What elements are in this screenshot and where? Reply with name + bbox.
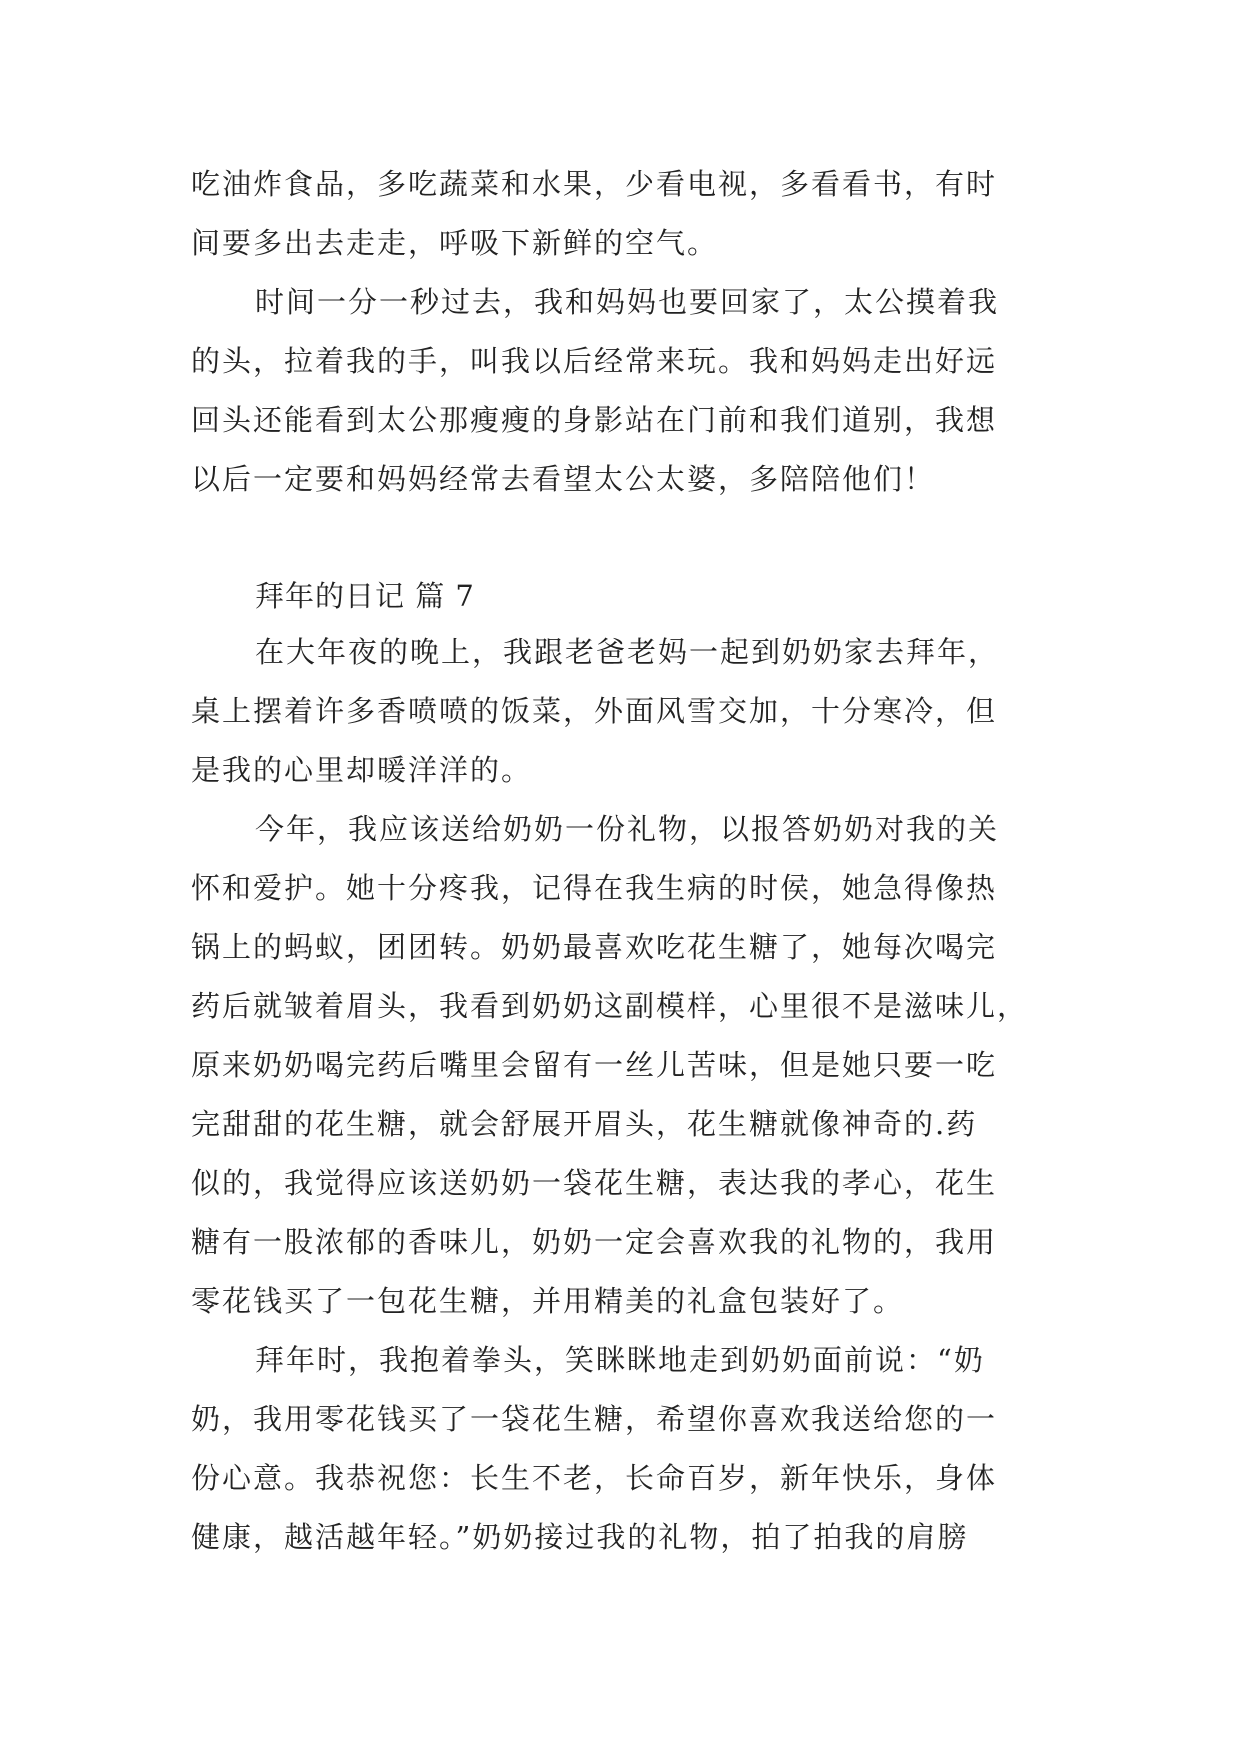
paragraph-line: 时间一分一秒过去，我和妈妈也要回家了，太公摸着我 <box>255 285 1000 319</box>
paragraph-line: 间要多出去走走，呼吸下新鲜的空气。 <box>191 226 719 260</box>
paragraph-line: 今年，我应该送给奶奶一份礼物，以报答奶奶对我的关 <box>255 812 1000 846</box>
paragraph-line: 似的，我觉得应该送奶奶一袋花生糖，表达我的孝心，花生 <box>191 1166 998 1200</box>
paragraph-line: 原来奶奶喝完药后嘴里会留有一丝儿苦味，但是她只要一吃 <box>191 1048 998 1082</box>
paragraph-line: 以后一定要和妈妈经常去看望太公太婆，多陪陪他们！ <box>191 462 936 496</box>
paragraph-line: 完甜甜的花生糖，就会舒展开眉头，花生糖就像神奇的.药 <box>191 1107 978 1141</box>
paragraph-line: 桌上摆着许多香喷喷的饭菜，外面风雪交加，十分寒冷，但 <box>191 694 998 728</box>
paragraph-line: 怀和爱护。她十分疼我，记得在我生病的时侯，她急得像热 <box>191 871 998 905</box>
paragraph-line: 回头还能看到太公那瘦瘦的身影站在门前和我们道别，我想 <box>191 403 998 437</box>
paragraph-line: 奶，我用零花钱买了一袋花生糖，希望你喜欢我送给您的一 <box>191 1402 998 1436</box>
paragraph-line: 吃油炸食品，多吃蔬菜和水果，少看电视，多看看书，有时 <box>191 167 998 201</box>
paragraph-line: 锅上的蚂蚁，团团转。奶奶最喜欢吃花生糖了，她每次喝完 <box>191 930 998 964</box>
section-heading: 拜年的日记 篇 7 <box>255 579 475 613</box>
paragraph-line: 药后就皱着眉头，我看到奶奶这副模样，心里很不是滋味儿， <box>191 989 1029 1023</box>
paragraph-line: 份心意。我恭祝您：长生不老，长命百岁，新年快乐，身体 <box>191 1461 998 1495</box>
paragraph-line: 的头，拉着我的手，叫我以后经常来玩。我和妈妈走出好远 <box>191 344 998 378</box>
paragraph-line: 拜年时，我抱着拳头，笑眯眯地走到奶奶面前说：“奶 <box>255 1343 985 1377</box>
paragraph-line: 零花钱买了一包花生糖，并用精美的礼盒包装好了。 <box>191 1284 905 1318</box>
paragraph-line: 糖有一股浓郁的香味儿，奶奶一定会喜欢我的礼物的，我用 <box>191 1225 998 1259</box>
paragraph-line: 健康，越活越年轻。”奶奶接过我的礼物，拍了拍我的肩膀 <box>191 1520 969 1554</box>
paragraph-line: 在大年夜的晚上，我跟老爸老妈一起到奶奶家去拜年， <box>255 635 1000 669</box>
paragraph-line: 是我的心里却暖洋洋的。 <box>191 753 533 787</box>
